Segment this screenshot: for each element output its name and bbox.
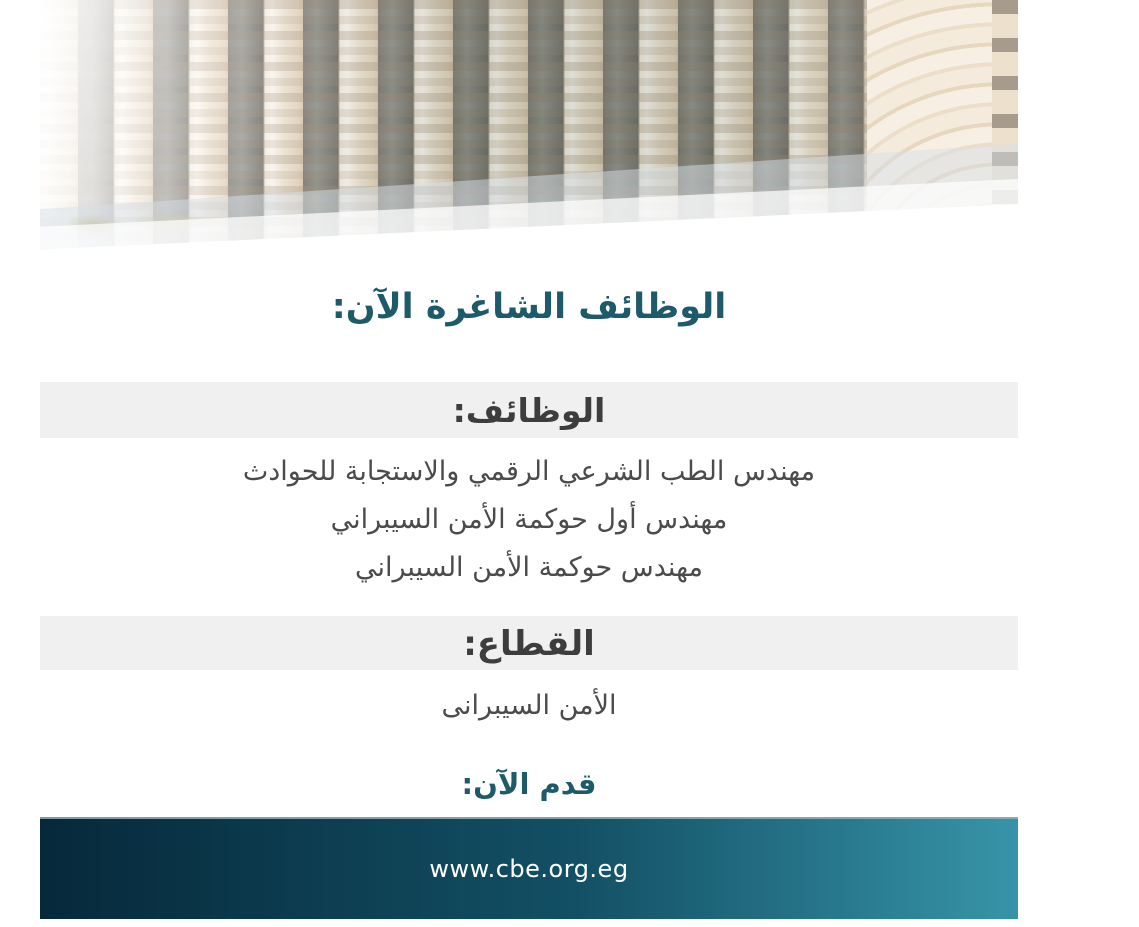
job-item: مهندس حوكمة الأمن السيبراني [355,552,703,583]
job-item: مهندس الطب الشرعي الرقمي والاستجابة للحوادث [242,456,816,487]
building-photo [40,0,1018,252]
url-banner [40,817,1018,919]
sector-section-header: القطاع: [40,616,1018,670]
website-url[interactable]: www.cbe.org.eg [429,855,629,883]
page-title: الوظائف الشاغرة الآن: [331,287,727,327]
apply-now-label: قدم الآن: [461,767,597,801]
job-item: مهندس أول حوكمة الأمن السيبراني [330,504,728,535]
jobs-section-header: الوظائف: [40,382,1018,438]
sector-value: الأمن السيبرانى [441,690,617,721]
jobs-list [40,448,1018,592]
